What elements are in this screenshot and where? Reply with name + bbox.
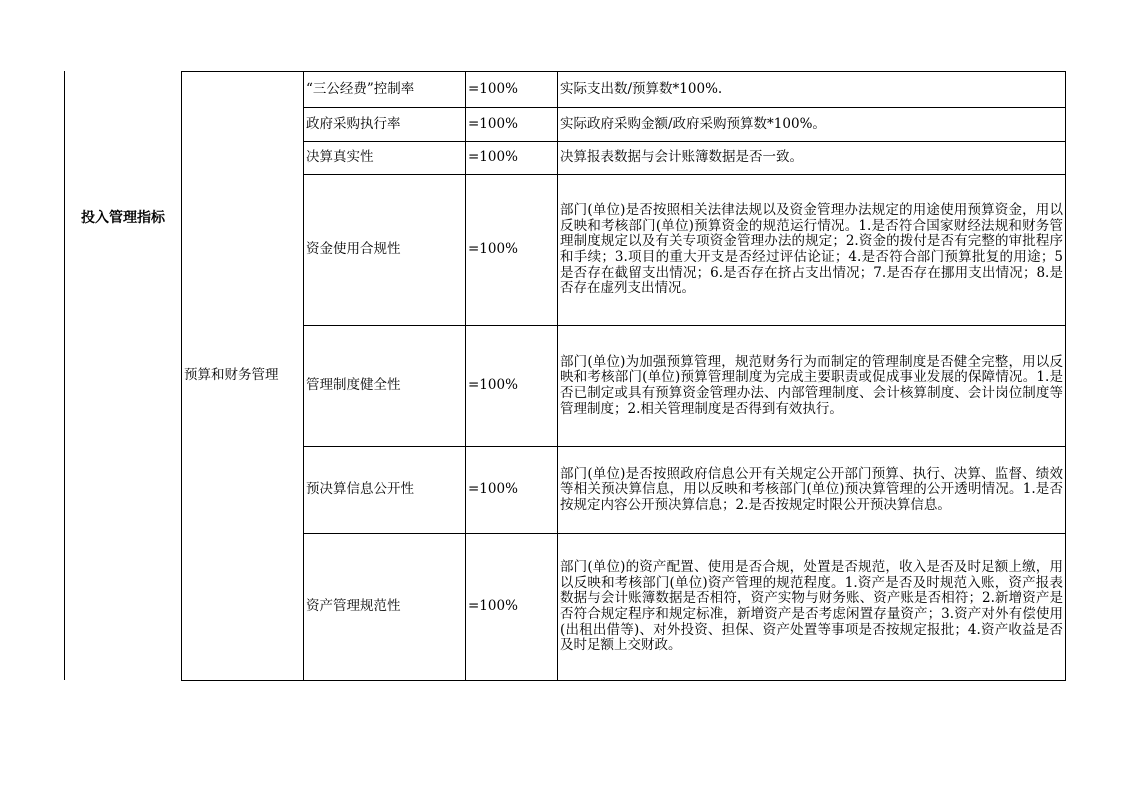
- indicator-description: 部门(单位)是否按照政府信息公开有关规定公开部门预算、执行、决算、监督、绩效等相关预决算信息，用以反映和考核部门(单位)预决算管理的公开透明情况。1.是否按规定内容公开预决算信息；2.是否按规定时限公开预决算信息。: [558, 447, 1066, 534]
- indicator-name: 政府采购执行率: [304, 108, 466, 142]
- indicator-name: 决算真实性: [304, 142, 466, 175]
- indicator-name: 资金使用合规性: [304, 175, 466, 326]
- indicator-name: 预决算信息公开性: [304, 447, 466, 534]
- category-column-left-border: [64, 71, 65, 680]
- table-row: [182, 175, 1066, 326]
- indicator-name: 管理制度健全性: [304, 326, 466, 447]
- subcategory-label: 预算和财务管理: [182, 72, 304, 681]
- indicator-description: 决算报表数据与会计账簿数据是否一致。: [558, 142, 1066, 175]
- target-value: =100%: [466, 326, 558, 447]
- category-label: 投入管理指标: [81, 210, 165, 226]
- indicator-description: 部门(单位)的资产配置、使用是否合规，处置是否规范，收入是否及时足额上缴，用以反映和考核部门(单位)资产管理的规范程度。1.资产是否及时规范入账，资产报表数据与会计账簿数据是否相符，资产实物与财务账、资产账是否相符；2.新增资产是否符合规定程序和规定标准，新增资产是否考虑闲置存量资产；3.资产对外有偿使用(出租出借等)、对外投资、担保、资产处置等事项是否按规定报批；4.资产收益是否及时足额上交财政。: [558, 534, 1066, 681]
- table-row: [182, 142, 1066, 175]
- target-value: =100%: [466, 142, 558, 175]
- indicator-description: 部门(单位)为加强预算管理，规范财务行为而制定的管理制度是否健全完整，用以反映和考核部门(单位)预算管理制度为完成主要职责或促成事业发展的保障情况。1.是否已制定或具有预算资金管理办法、内部管理制度、会计核算制度、会计岗位制度等管理制度；2.相关管理制度是否得到有效执行。: [558, 326, 1066, 447]
- table-row: [182, 72, 1066, 108]
- target-value: =100%: [466, 108, 558, 142]
- target-value: =100%: [466, 534, 558, 681]
- target-value: =100%: [466, 447, 558, 534]
- indicator-table: [181, 71, 1066, 681]
- table-row: [182, 447, 1066, 534]
- target-value: =100%: [466, 175, 558, 326]
- indicator-name: 资产管理规范性: [304, 534, 466, 681]
- target-value: =100%: [466, 72, 558, 108]
- indicator-description: 部门(单位)是否按照相关法律法规以及资金管理办法规定的用途使用预算资金，用以反映和考核部门(单位)预算资金的规范运行情况。1.是否符合国家财经法规和财务管理制度规定以及有关专项资金管理办法的规定；2.资金的拨付是否有完整的审批程序和手续；3.项目的重大开支是否经过评估论证；4.是否符合部门预算批复的用途；5是否存在截留支出情况；6.是否存在挤占支出情况；7.是否存在挪用支出情况；8.是否存在虚列支出情况。: [558, 175, 1066, 326]
- table-row: [182, 326, 1066, 447]
- table-row: [182, 534, 1066, 681]
- indicator-name: “三公经费”控制率: [304, 72, 466, 108]
- indicator-description: 实际支出数/预算数*100%.: [558, 72, 1066, 108]
- table-row: [182, 108, 1066, 142]
- indicator-description: 实际政府采购金额/政府采购预算数*100%。: [558, 108, 1066, 142]
